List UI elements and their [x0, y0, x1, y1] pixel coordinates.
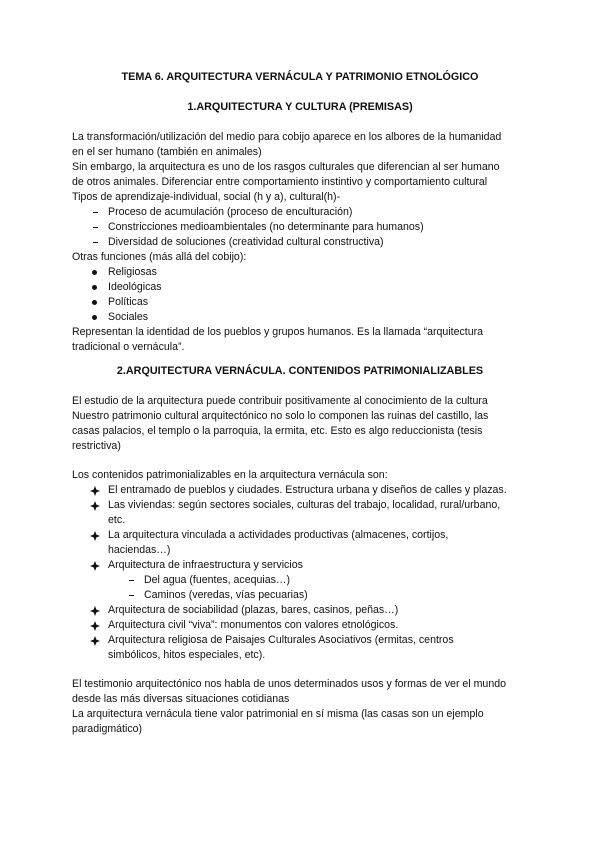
s2-paragraph-5-line-2: paradigmático)	[72, 723, 143, 735]
bullet-dot-icon	[92, 300, 97, 305]
dash-marker	[93, 212, 98, 213]
s2-paragraph-5-line-1: La arquitectura vernácula tiene valor patrimonial en sí misma (las casas son un ejemplo	[72, 708, 484, 720]
dash-item-1: Proceso de acumulación (proceso de enculturación)	[108, 206, 353, 218]
diamond-bullet-icon	[90, 636, 100, 646]
s1-paragraph-4: Otras funciones (más allá del cobijo):	[72, 251, 247, 263]
content-item-2-line-1: Las viviendas: según sectores sociales, culturas del trabajo, localidad, rural/urbano,	[108, 499, 501, 511]
s1-paragraph-1-line-2: en el ser humano (también en animales)	[72, 146, 262, 158]
diamond-bullet-icon	[90, 486, 100, 496]
content-item-5: Arquitectura de sociabilidad (plazas, bares, casinos, peñas…)	[108, 604, 399, 616]
content-item-2-line-2: etc.	[108, 514, 126, 526]
content-item-7-line-2: simbólicos, hitos especiales, etc).	[108, 649, 266, 661]
content-item-3-line-1: La arquitectura vinculada a actividades productivas (almacenes, cortijos,	[108, 529, 449, 541]
bullet-item-2: Ideológicas	[108, 281, 162, 293]
dash-item-2: Constricciones medioambientales (no determinante para humanos)	[108, 221, 424, 233]
diamond-bullet-icon	[90, 501, 100, 511]
s1-paragraph-3: Tipos de aprendizaje-individual, social (h y a), cultural(h)-	[72, 191, 341, 203]
bullet-dot-icon	[92, 315, 97, 320]
dash-item-3: Diversidad de soluciones (creatividad cultural constructiva)	[108, 236, 384, 248]
content-item-4: Arquitectura de infraestructura y servicios	[108, 559, 303, 571]
s2-paragraph-4-line-1: El testimonio arquitectónico nos habla de unos determinados usos y formas de ver el mundo	[72, 678, 506, 690]
bullet-item-3: Políticas	[108, 296, 149, 308]
content-item-6: Arquitectura civil “viva”: monumentos con valores etnológicos.	[108, 619, 399, 631]
diamond-bullet-icon	[90, 621, 100, 631]
s2-paragraph-3: Los contenidos patrimonializables en la arquitectura vernácula son:	[72, 469, 388, 481]
s1-paragraph-5-line-1: Representan la identidad de los pueblos y grupos humanos. Es la llamada “arquitectura	[72, 326, 484, 338]
bullet-dot-icon	[92, 270, 97, 275]
s1-paragraph-2-line-1: Sin embargo, la arquitectura es uno de los rasgos culturales que diferencian al ser humano	[72, 161, 500, 173]
content-item-3-line-2: haciendas…)	[108, 544, 171, 556]
diamond-bullet-icon	[90, 606, 100, 616]
s1-paragraph-5-line-2: tradicional o vernácula”.	[72, 341, 185, 353]
s2-paragraph-4-line-2: desde las más diversas situaciones cotidianas	[72, 693, 290, 705]
sub-item-1: Del agua (fuentes, acequias…)	[144, 574, 291, 586]
bullet-item-1: Religiosas	[108, 266, 157, 278]
s2-paragraph-2-line-3: restrictiva)	[72, 440, 121, 452]
s1-paragraph-2-line-2: de otros animales. Diferenciar entre comportamiento instintivo y comportamiento cultural	[72, 176, 488, 188]
diamond-bullet-icon	[90, 561, 100, 571]
section-1-heading: 1.ARQUITECTURA Y CULTURA (PREMISAS)	[187, 101, 413, 113]
bullet-item-4: Sociales	[108, 311, 149, 323]
content-item-7-line-1: Arquitectura religiosa de Paisajes Culturales Asociativos (ermitas, centros	[108, 634, 454, 646]
content-item-1: El entramado de pueblos y ciudades. Estructura urbana y diseños de calles y plazas.	[108, 484, 507, 496]
s2-paragraph-2-line-2: casas palacios, el templo o la parroquia, la ermita, etc. Esto es algo reduccionista (tesis	[72, 425, 483, 437]
sub-dash-marker	[129, 580, 134, 581]
document-title: TEMA 6. ARQUITECTURA VERNÁCULA Y PATRIMONIO ETNOLÓGICO	[121, 71, 479, 83]
section-2-heading: 2.ARQUITECTURA VERNÁCULA. CONTENIDOS PATRIMONIALIZABLES	[116, 365, 484, 377]
bullet-dot-icon	[92, 285, 97, 290]
dash-marker	[93, 227, 98, 228]
s2-paragraph-2-line-1: Nuestro patrimonio cultural arquitectónico no solo lo componen las ruinas del castillo, las	[72, 410, 489, 422]
sub-item-2: Caminos (veredas, vías pecuarias)	[144, 589, 308, 601]
dash-marker	[93, 242, 98, 243]
diamond-bullet-icon	[90, 531, 100, 541]
s1-paragraph-1-line-1: La transformación/utilización del medio para cobijo aparece en los albores de la humanidad	[72, 131, 502, 143]
sub-dash-marker	[129, 595, 134, 596]
s2-paragraph-1: El estudio de la arquitectura puede contribuir positivamente al conocimiento de la cultura	[72, 395, 488, 407]
